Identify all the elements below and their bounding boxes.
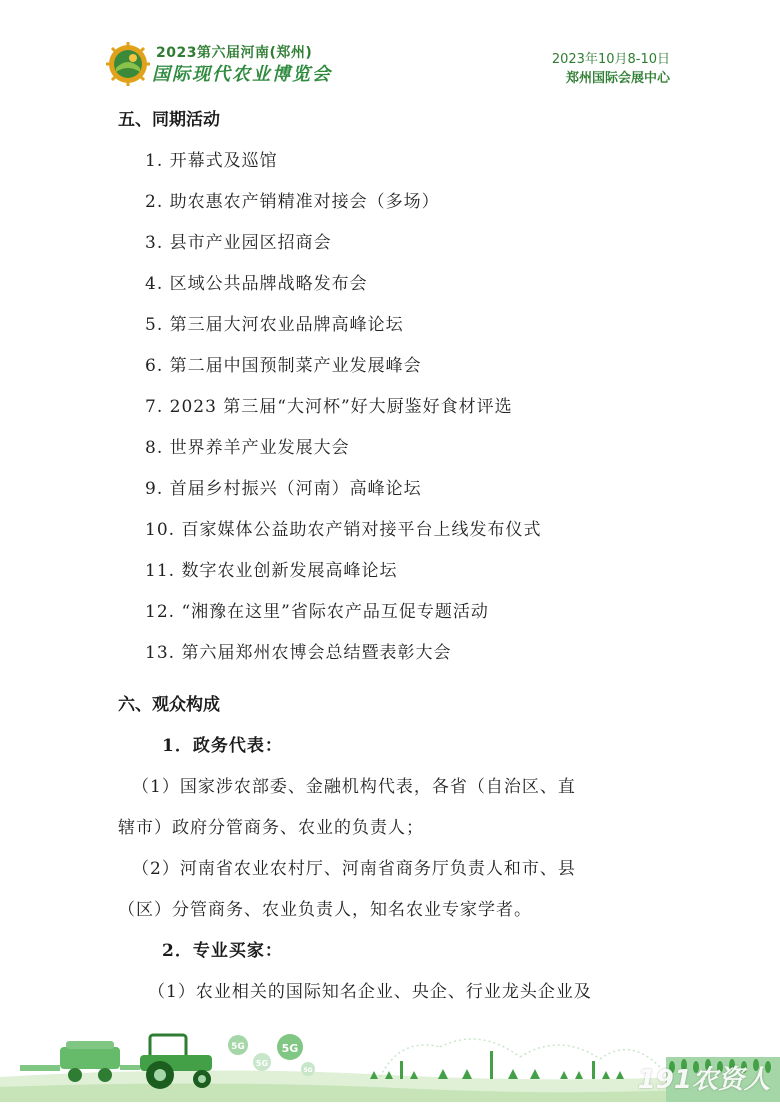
5g-badge: 5G xyxy=(281,1042,299,1055)
paragraph-line: （1）农业相关的国际知名企业、央企、行业龙头企业及 xyxy=(148,982,592,1002)
paragraph-line: （2）河南省农业农村厅、河南省商务厅负责人和市、县 xyxy=(132,859,576,879)
activity-item: 11. 数字农业创新发展高峰论坛 xyxy=(145,561,398,581)
subheading-buyers: 2．专业买家： xyxy=(162,941,283,961)
watermark-text: 191农资人 xyxy=(637,1065,770,1095)
5g-badge: 5G xyxy=(231,1042,245,1052)
activity-item: 8. 世界养羊产业发展大会 xyxy=(145,438,350,458)
activity-item: 9. 首届乡村振兴（河南）高峰论坛 xyxy=(145,479,422,499)
activity-item: 5. 第三届大河农业品牌高峰论坛 xyxy=(145,315,404,335)
activity-item: 12. “湘豫在这里”省际农产品互促专题活动 xyxy=(145,602,489,622)
section-heading-audience: 六、观众构成 xyxy=(118,695,220,715)
paragraph-line: （1）国家涉农部委、金融机构代表，各省（自治区、直 xyxy=(132,777,576,797)
activity-item: 10. 百家媒体公益助农产销对接平台上线发布仪式 xyxy=(145,520,542,540)
event-subtitle: 国际现代农业博览会 xyxy=(152,64,332,85)
event-title: 2023第六届河南(郑州) xyxy=(156,45,313,61)
5g-badge: 5G xyxy=(255,1059,269,1068)
expo-logo-icon xyxy=(106,42,150,86)
section-heading-activities: 五、同期活动 xyxy=(118,110,220,130)
event-date: 2023年10月8-10日 xyxy=(551,52,670,67)
activity-item: 6. 第二届中国预制菜产业发展峰会 xyxy=(145,356,422,376)
page-footer xyxy=(0,1017,780,1102)
seedling-icons xyxy=(370,1051,624,1079)
5g-badge: 5G xyxy=(303,1067,313,1074)
activity-item: 1. 开幕式及巡馆 xyxy=(145,151,278,171)
activity-item: 13. 第六届郑州农博会总结暨表彰大会 xyxy=(145,643,452,663)
page-header xyxy=(0,0,780,95)
activity-item: 7. 2023 第三届“大河杯”好大厨鉴好食材评选 xyxy=(145,397,513,417)
paragraph-line: （区）分管商务、农业负责人，知名农业专家学者。 xyxy=(118,900,532,920)
5g-badges xyxy=(228,1034,315,1076)
activity-item: 2. 助农惠农产销精准对接会（多场） xyxy=(145,192,440,212)
event-venue: 郑州国际会展中心 xyxy=(565,71,670,86)
paragraph-line: 辖市）政府分管商务、农业的负责人； xyxy=(118,818,424,838)
sprinkler-arcs xyxy=(380,1039,660,1077)
activity-item: 3. 县市产业园区招商会 xyxy=(145,233,332,253)
activity-item: 4. 区域公共品牌战略发布会 xyxy=(145,274,368,294)
subheading-government: 1．政务代表： xyxy=(162,736,283,756)
